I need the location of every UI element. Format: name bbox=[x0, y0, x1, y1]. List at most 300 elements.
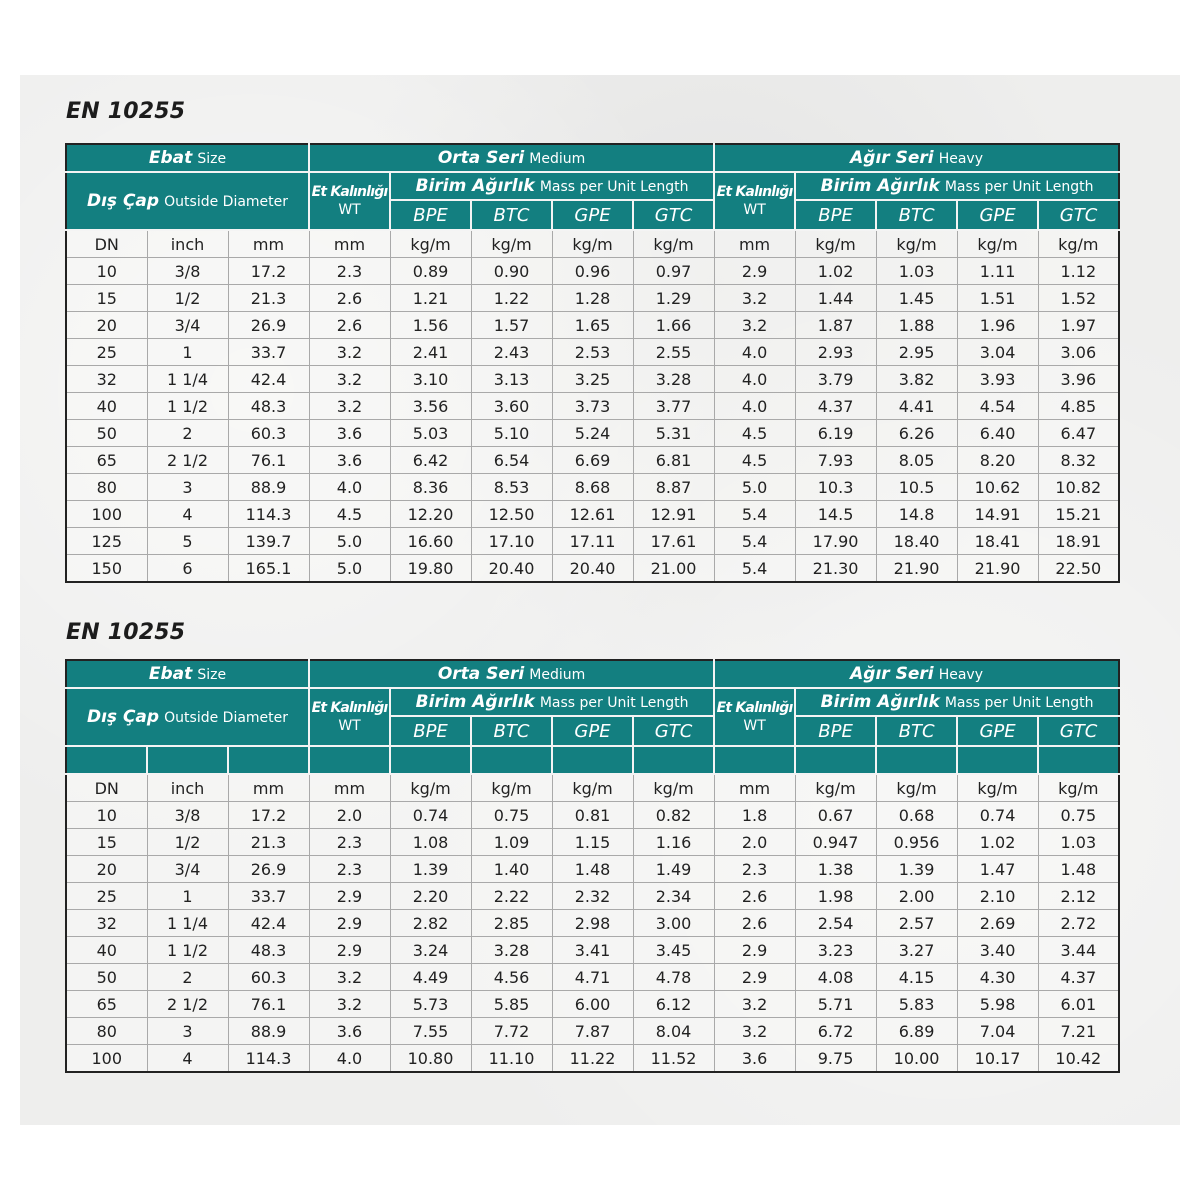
table-cell: 19.80 bbox=[390, 555, 471, 583]
table-cell: 3/4 bbox=[147, 312, 228, 339]
table-cell: 0.82 bbox=[633, 802, 714, 829]
table-cell: 4.37 bbox=[1038, 964, 1119, 991]
table-cell: 1.97 bbox=[1038, 312, 1119, 339]
table-cell: 4.56 bbox=[471, 964, 552, 991]
table-cell: 3/8 bbox=[147, 802, 228, 829]
blank-header-cell bbox=[309, 746, 390, 774]
table-row bbox=[66, 1045, 1119, 1073]
table-cell: 10.82 bbox=[1038, 474, 1119, 501]
table-cell: 42.4 bbox=[228, 366, 309, 393]
table-cell: 3.44 bbox=[1038, 937, 1119, 964]
unit-cell: kg/m bbox=[876, 230, 957, 258]
table-cell: 1.40 bbox=[471, 856, 552, 883]
table-cell: 2.53 bbox=[552, 339, 633, 366]
table-cell: 15 bbox=[66, 285, 147, 312]
table-cell: 10.17 bbox=[957, 1045, 1038, 1073]
table-cell: 1.66 bbox=[633, 312, 714, 339]
table-cell: 0.89 bbox=[390, 258, 471, 285]
table-cell: 65 bbox=[66, 447, 147, 474]
table-cell: 2.72 bbox=[1038, 910, 1119, 937]
table-cell: 2.0 bbox=[714, 829, 795, 856]
medium-mass-header bbox=[390, 172, 714, 200]
size-label-en: Size bbox=[197, 151, 227, 167]
table-cell: 3.2 bbox=[309, 991, 390, 1018]
table-body bbox=[66, 774, 1119, 1072]
table-cell: 3.2 bbox=[714, 1018, 795, 1045]
unit-cell: kg/m bbox=[633, 230, 714, 258]
table-cell: 3.6 bbox=[309, 447, 390, 474]
table-cell: 2.98 bbox=[552, 910, 633, 937]
table-cell: 3.2 bbox=[309, 339, 390, 366]
grade-header: GPE bbox=[552, 716, 633, 746]
table-cell: 1.03 bbox=[1038, 829, 1119, 856]
table-cell: 76.1 bbox=[228, 447, 309, 474]
heavy-label-en: Heavy bbox=[938, 667, 983, 683]
table-cell: 150 bbox=[66, 555, 147, 583]
table-cell: 0.68 bbox=[876, 802, 957, 829]
table-cell: 18.41 bbox=[957, 528, 1038, 555]
table-cell: 2.6 bbox=[714, 883, 795, 910]
unit-cell: inch bbox=[147, 230, 228, 258]
table-row bbox=[66, 910, 1119, 937]
blank-header-cell bbox=[714, 746, 795, 774]
table-cell: 2.6 bbox=[309, 312, 390, 339]
table-cell: 2.85 bbox=[471, 910, 552, 937]
table-cell: 22.50 bbox=[1038, 555, 1119, 583]
wt-label-en: WT bbox=[743, 202, 766, 218]
od-label-en: Outside Diameter bbox=[164, 710, 289, 726]
table-cell: 2.22 bbox=[471, 883, 552, 910]
table-cell: 18.40 bbox=[876, 528, 957, 555]
table-cell: 1 1/2 bbox=[147, 937, 228, 964]
blank-header-cell bbox=[471, 746, 552, 774]
table-cell: 7.04 bbox=[957, 1018, 1038, 1045]
table-cell: 1.48 bbox=[1038, 856, 1119, 883]
table-cell: 7.87 bbox=[552, 1018, 633, 1045]
table-cell: 33.7 bbox=[228, 883, 309, 910]
table-cell: 1.57 bbox=[471, 312, 552, 339]
table-cell: 0.90 bbox=[471, 258, 552, 285]
table-cell: 17.61 bbox=[633, 528, 714, 555]
table-cell: 5.85 bbox=[471, 991, 552, 1018]
unit-cell: kg/m bbox=[795, 230, 876, 258]
unit-cell: kg/m bbox=[1038, 774, 1119, 802]
mass-label-tr: Birim Ağırlık bbox=[820, 692, 940, 712]
grade-header: GPE bbox=[957, 716, 1038, 746]
grade-header: GPE bbox=[552, 200, 633, 230]
table-cell: 0.75 bbox=[471, 802, 552, 829]
size-group-header bbox=[66, 144, 309, 172]
table-cell: 7.21 bbox=[1038, 1018, 1119, 1045]
table-cell: 5.24 bbox=[552, 420, 633, 447]
blank-header-cell bbox=[1038, 746, 1119, 774]
table-cell: 5.0 bbox=[309, 528, 390, 555]
table-header bbox=[66, 660, 1119, 774]
mass-label-en: Mass per Unit Length bbox=[944, 179, 1094, 195]
od-label-en: Outside Diameter bbox=[164, 194, 289, 210]
mass-label-tr: Birim Ağırlık bbox=[415, 692, 535, 712]
wt-label-tr: Et Kalınlığı bbox=[311, 700, 388, 716]
table-row bbox=[66, 258, 1119, 285]
unit-cell: kg/m bbox=[552, 230, 633, 258]
wt-label-tr: Et Kalınlığı bbox=[716, 700, 793, 716]
table-cell: 3.2 bbox=[309, 393, 390, 420]
mass-label-tr: Birim Ağırlık bbox=[820, 176, 940, 196]
size-group-header bbox=[66, 660, 309, 688]
table-cell: 40 bbox=[66, 937, 147, 964]
table-cell: 1.38 bbox=[795, 856, 876, 883]
blank-header-cell bbox=[795, 746, 876, 774]
table-cell: 2.3 bbox=[714, 856, 795, 883]
table-cell: 1/2 bbox=[147, 285, 228, 312]
table-row bbox=[66, 528, 1119, 555]
blank-header-cell bbox=[957, 746, 1038, 774]
table-cell: 11.10 bbox=[471, 1045, 552, 1073]
table-cell: 5.31 bbox=[633, 420, 714, 447]
table-cell: 88.9 bbox=[228, 474, 309, 501]
wt-label-en: WT bbox=[338, 202, 361, 218]
table-cell: 4.0 bbox=[309, 474, 390, 501]
table-cell: 5 bbox=[147, 528, 228, 555]
table-cell: 0.67 bbox=[795, 802, 876, 829]
table-row bbox=[66, 339, 1119, 366]
mass-label-en: Mass per Unit Length bbox=[539, 179, 689, 195]
unit-cell: mm bbox=[309, 230, 390, 258]
table-cell: 2.41 bbox=[390, 339, 471, 366]
table-cell: 1 1/4 bbox=[147, 910, 228, 937]
table-cell: 6 bbox=[147, 555, 228, 583]
table-cell: 2.32 bbox=[552, 883, 633, 910]
table-cell: 1/2 bbox=[147, 829, 228, 856]
table-cell: 3.23 bbox=[795, 937, 876, 964]
table-cell: 1.16 bbox=[633, 829, 714, 856]
table-cell: 3.6 bbox=[714, 1045, 795, 1073]
outside-diameter-header bbox=[66, 172, 309, 230]
grade-header: BPE bbox=[390, 200, 471, 230]
table-cell: 5.73 bbox=[390, 991, 471, 1018]
mass-label-tr: Birim Ağırlık bbox=[415, 176, 535, 196]
grade-header: GTC bbox=[633, 716, 714, 746]
table-cell: 2.34 bbox=[633, 883, 714, 910]
table-cell: 6.72 bbox=[795, 1018, 876, 1045]
heavy-label-tr: Ağır Seri bbox=[850, 148, 934, 168]
table-cell: 32 bbox=[66, 366, 147, 393]
table-cell: 6.12 bbox=[633, 991, 714, 1018]
table-cell: 3.96 bbox=[1038, 366, 1119, 393]
grade-header: GPE bbox=[957, 200, 1038, 230]
table-cell: 32 bbox=[66, 910, 147, 937]
table-cell: 1.08 bbox=[390, 829, 471, 856]
table-cell: 1.02 bbox=[795, 258, 876, 285]
unit-cell: DN bbox=[66, 230, 147, 258]
table-cell: 2.55 bbox=[633, 339, 714, 366]
grade-header: GTC bbox=[1038, 200, 1119, 230]
table-cell: 5.4 bbox=[714, 555, 795, 583]
table-2-title: EN 10255 bbox=[66, 620, 186, 645]
unit-cell: kg/m bbox=[1038, 230, 1119, 258]
table-cell: 3.2 bbox=[309, 366, 390, 393]
blank-header-cell bbox=[876, 746, 957, 774]
table-cell: 14.5 bbox=[795, 501, 876, 528]
table-cell: 2.9 bbox=[309, 883, 390, 910]
grade-header: BPE bbox=[390, 716, 471, 746]
table-cell: 6.26 bbox=[876, 420, 957, 447]
table-cell: 3.24 bbox=[390, 937, 471, 964]
table-cell: 4.5 bbox=[309, 501, 390, 528]
table-cell: 2.6 bbox=[309, 285, 390, 312]
table-cell: 12.50 bbox=[471, 501, 552, 528]
table-cell: 3.41 bbox=[552, 937, 633, 964]
table-cell: 2.9 bbox=[309, 937, 390, 964]
table-cell: 3.6 bbox=[309, 1018, 390, 1045]
blank-header-cell bbox=[390, 746, 471, 774]
table-cell: 1 bbox=[147, 883, 228, 910]
table-cell: 17.2 bbox=[228, 258, 309, 285]
table-row bbox=[66, 420, 1119, 447]
table-cell: 12.61 bbox=[552, 501, 633, 528]
table-cell: 20.40 bbox=[471, 555, 552, 583]
table-cell: 5.03 bbox=[390, 420, 471, 447]
table-cell: 1.39 bbox=[390, 856, 471, 883]
medium-wall-thickness-header bbox=[309, 688, 390, 746]
table-cell: 1.28 bbox=[552, 285, 633, 312]
grade-header: BPE bbox=[795, 200, 876, 230]
table-cell: 3.2 bbox=[309, 964, 390, 991]
table-cell: 1.09 bbox=[471, 829, 552, 856]
table-cell: 60.3 bbox=[228, 420, 309, 447]
table-cell: 3.79 bbox=[795, 366, 876, 393]
table-cell: 6.19 bbox=[795, 420, 876, 447]
table-cell: 11.52 bbox=[633, 1045, 714, 1073]
table-row bbox=[66, 312, 1119, 339]
table-cell: 21.3 bbox=[228, 285, 309, 312]
table-cell: 1.56 bbox=[390, 312, 471, 339]
table-cell: 65 bbox=[66, 991, 147, 1018]
table-cell: 2.10 bbox=[957, 883, 1038, 910]
table-cell: 3.73 bbox=[552, 393, 633, 420]
table-cell: 26.9 bbox=[228, 856, 309, 883]
table-cell: 139.7 bbox=[228, 528, 309, 555]
table-cell: 21.00 bbox=[633, 555, 714, 583]
grade-header: BTC bbox=[876, 200, 957, 230]
mass-label-en: Mass per Unit Length bbox=[539, 695, 689, 711]
table-cell: 4.08 bbox=[795, 964, 876, 991]
table-row bbox=[66, 555, 1119, 583]
table-cell: 8.53 bbox=[471, 474, 552, 501]
table-cell: 25 bbox=[66, 883, 147, 910]
table-cell: 4.54 bbox=[957, 393, 1038, 420]
table-cell: 17.90 bbox=[795, 528, 876, 555]
table-row bbox=[66, 829, 1119, 856]
table-cell: 1.52 bbox=[1038, 285, 1119, 312]
table-cell: 2 bbox=[147, 964, 228, 991]
table-cell: 3.93 bbox=[957, 366, 1038, 393]
table-header bbox=[66, 144, 1119, 230]
table-cell: 2 1/2 bbox=[147, 991, 228, 1018]
size-label-tr: Ebat bbox=[148, 148, 193, 168]
table-cell: 10 bbox=[66, 802, 147, 829]
unit-cell: kg/m bbox=[390, 230, 471, 258]
table-cell: 15 bbox=[66, 829, 147, 856]
table-cell: 1.88 bbox=[876, 312, 957, 339]
table-cell: 7.93 bbox=[795, 447, 876, 474]
table-cell: 21.30 bbox=[795, 555, 876, 583]
table-cell: 5.10 bbox=[471, 420, 552, 447]
table-cell: 76.1 bbox=[228, 991, 309, 1018]
table-cell: 2.82 bbox=[390, 910, 471, 937]
unit-cell: kg/m bbox=[390, 774, 471, 802]
table-cell: 8.87 bbox=[633, 474, 714, 501]
table-cell: 1 1/2 bbox=[147, 393, 228, 420]
table-cell: 8.36 bbox=[390, 474, 471, 501]
table-cell: 1.03 bbox=[876, 258, 957, 285]
table-cell: 1 1/4 bbox=[147, 366, 228, 393]
unit-cell: kg/m bbox=[957, 230, 1038, 258]
table-cell: 4.85 bbox=[1038, 393, 1119, 420]
table-cell: 20 bbox=[66, 856, 147, 883]
heavy-label-en: Heavy bbox=[938, 151, 983, 167]
table-cell: 16.60 bbox=[390, 528, 471, 555]
table-cell: 4.78 bbox=[633, 964, 714, 991]
table-cell: 8.04 bbox=[633, 1018, 714, 1045]
table-cell: 3.82 bbox=[876, 366, 957, 393]
table-cell: 3.25 bbox=[552, 366, 633, 393]
blank-header-cell bbox=[66, 746, 147, 774]
table-cell: 3.40 bbox=[957, 937, 1038, 964]
table-cell: 18.91 bbox=[1038, 528, 1119, 555]
table-cell: 1.02 bbox=[957, 829, 1038, 856]
table-row bbox=[66, 501, 1119, 528]
table-cell: 5.83 bbox=[876, 991, 957, 1018]
table-cell: 3.28 bbox=[633, 366, 714, 393]
table-row bbox=[66, 285, 1119, 312]
table-cell: 2.93 bbox=[795, 339, 876, 366]
table-cell: 6.69 bbox=[552, 447, 633, 474]
table-row bbox=[66, 937, 1119, 964]
table-cell: 2.9 bbox=[714, 964, 795, 991]
table-cell: 2 1/2 bbox=[147, 447, 228, 474]
table-cell: 114.3 bbox=[228, 501, 309, 528]
table-cell: 5.71 bbox=[795, 991, 876, 1018]
table-cell: 4.30 bbox=[957, 964, 1038, 991]
table-cell: 3/8 bbox=[147, 258, 228, 285]
table-cell: 10.3 bbox=[795, 474, 876, 501]
table-cell: 1.11 bbox=[957, 258, 1038, 285]
table-cell: 10.5 bbox=[876, 474, 957, 501]
table-cell: 25 bbox=[66, 339, 147, 366]
medium-label-en: Medium bbox=[529, 667, 586, 683]
grade-header: GTC bbox=[1038, 716, 1119, 746]
table-cell: 1.65 bbox=[552, 312, 633, 339]
table-cell: 3.28 bbox=[471, 937, 552, 964]
table-cell: 10.42 bbox=[1038, 1045, 1119, 1073]
table-cell: 3 bbox=[147, 474, 228, 501]
table-cell: 100 bbox=[66, 501, 147, 528]
table-1-title: EN 10255 bbox=[66, 99, 186, 124]
heavy-wall-thickness-header bbox=[714, 172, 795, 230]
table-cell: 1.8 bbox=[714, 802, 795, 829]
unit-cell: kg/m bbox=[957, 774, 1038, 802]
table-cell: 80 bbox=[66, 474, 147, 501]
table-cell: 14.91 bbox=[957, 501, 1038, 528]
table-cell: 2.6 bbox=[714, 910, 795, 937]
medium-series-header bbox=[309, 144, 714, 172]
table-cell: 3/4 bbox=[147, 856, 228, 883]
table-cell: 3.2 bbox=[714, 285, 795, 312]
table-cell: 8.32 bbox=[1038, 447, 1119, 474]
table-row bbox=[66, 856, 1119, 883]
table-cell: 40 bbox=[66, 393, 147, 420]
table-cell: 21.90 bbox=[957, 555, 1038, 583]
table-cell: 1.21 bbox=[390, 285, 471, 312]
table-cell: 3.60 bbox=[471, 393, 552, 420]
table-cell: 100 bbox=[66, 1045, 147, 1073]
size-label-tr: Ebat bbox=[148, 664, 193, 684]
table-cell: 4 bbox=[147, 1045, 228, 1073]
table-cell: 1.44 bbox=[795, 285, 876, 312]
grade-header: GTC bbox=[633, 200, 714, 230]
table-cell: 4.0 bbox=[714, 393, 795, 420]
table-cell: 3.56 bbox=[390, 393, 471, 420]
table-cell: 3.6 bbox=[309, 420, 390, 447]
pipe-spec-table-2 bbox=[65, 659, 1120, 1073]
table-cell: 20.40 bbox=[552, 555, 633, 583]
table-cell: 2.20 bbox=[390, 883, 471, 910]
table-cell: 114.3 bbox=[228, 1045, 309, 1073]
table-cell: 50 bbox=[66, 420, 147, 447]
table-cell: 2.9 bbox=[714, 937, 795, 964]
table-cell: 48.3 bbox=[228, 937, 309, 964]
table-cell: 10.00 bbox=[876, 1045, 957, 1073]
wt-label-tr: Et Kalınlığı bbox=[311, 184, 388, 200]
table-cell: 2.0 bbox=[309, 802, 390, 829]
table-cell: 4.5 bbox=[714, 420, 795, 447]
blank-header-cell bbox=[633, 746, 714, 774]
table-cell: 17.11 bbox=[552, 528, 633, 555]
table-cell: 26.9 bbox=[228, 312, 309, 339]
table-cell: 1.51 bbox=[957, 285, 1038, 312]
table-cell: 48.3 bbox=[228, 393, 309, 420]
table-cell: 2.9 bbox=[309, 910, 390, 937]
table-cell: 4.15 bbox=[876, 964, 957, 991]
table-cell: 1.12 bbox=[1038, 258, 1119, 285]
table-cell: 3.2 bbox=[714, 991, 795, 1018]
table-cell: 10 bbox=[66, 258, 147, 285]
table-cell: 0.74 bbox=[957, 802, 1038, 829]
units-row bbox=[66, 774, 1119, 802]
pipe-spec-table-1 bbox=[65, 143, 1120, 583]
table-cell: 12.20 bbox=[390, 501, 471, 528]
table-cell: 1.48 bbox=[552, 856, 633, 883]
table-cell: 0.74 bbox=[390, 802, 471, 829]
unit-cell: kg/m bbox=[552, 774, 633, 802]
grade-header: BPE bbox=[795, 716, 876, 746]
table-cell: 0.947 bbox=[795, 829, 876, 856]
table-cell: 17.2 bbox=[228, 802, 309, 829]
medium-wall-thickness-header bbox=[309, 172, 390, 230]
table-cell: 2.9 bbox=[714, 258, 795, 285]
table-cell: 4.71 bbox=[552, 964, 633, 991]
table-cell: 0.81 bbox=[552, 802, 633, 829]
table-cell: 1.29 bbox=[633, 285, 714, 312]
grade-header: BTC bbox=[876, 716, 957, 746]
unit-cell: mm bbox=[714, 774, 795, 802]
table-cell: 1.96 bbox=[957, 312, 1038, 339]
medium-label-tr: Orta Seri bbox=[437, 148, 525, 168]
table-cell: 60.3 bbox=[228, 964, 309, 991]
table-cell: 5.4 bbox=[714, 501, 795, 528]
od-label-tr: Dış Çap bbox=[86, 191, 160, 211]
